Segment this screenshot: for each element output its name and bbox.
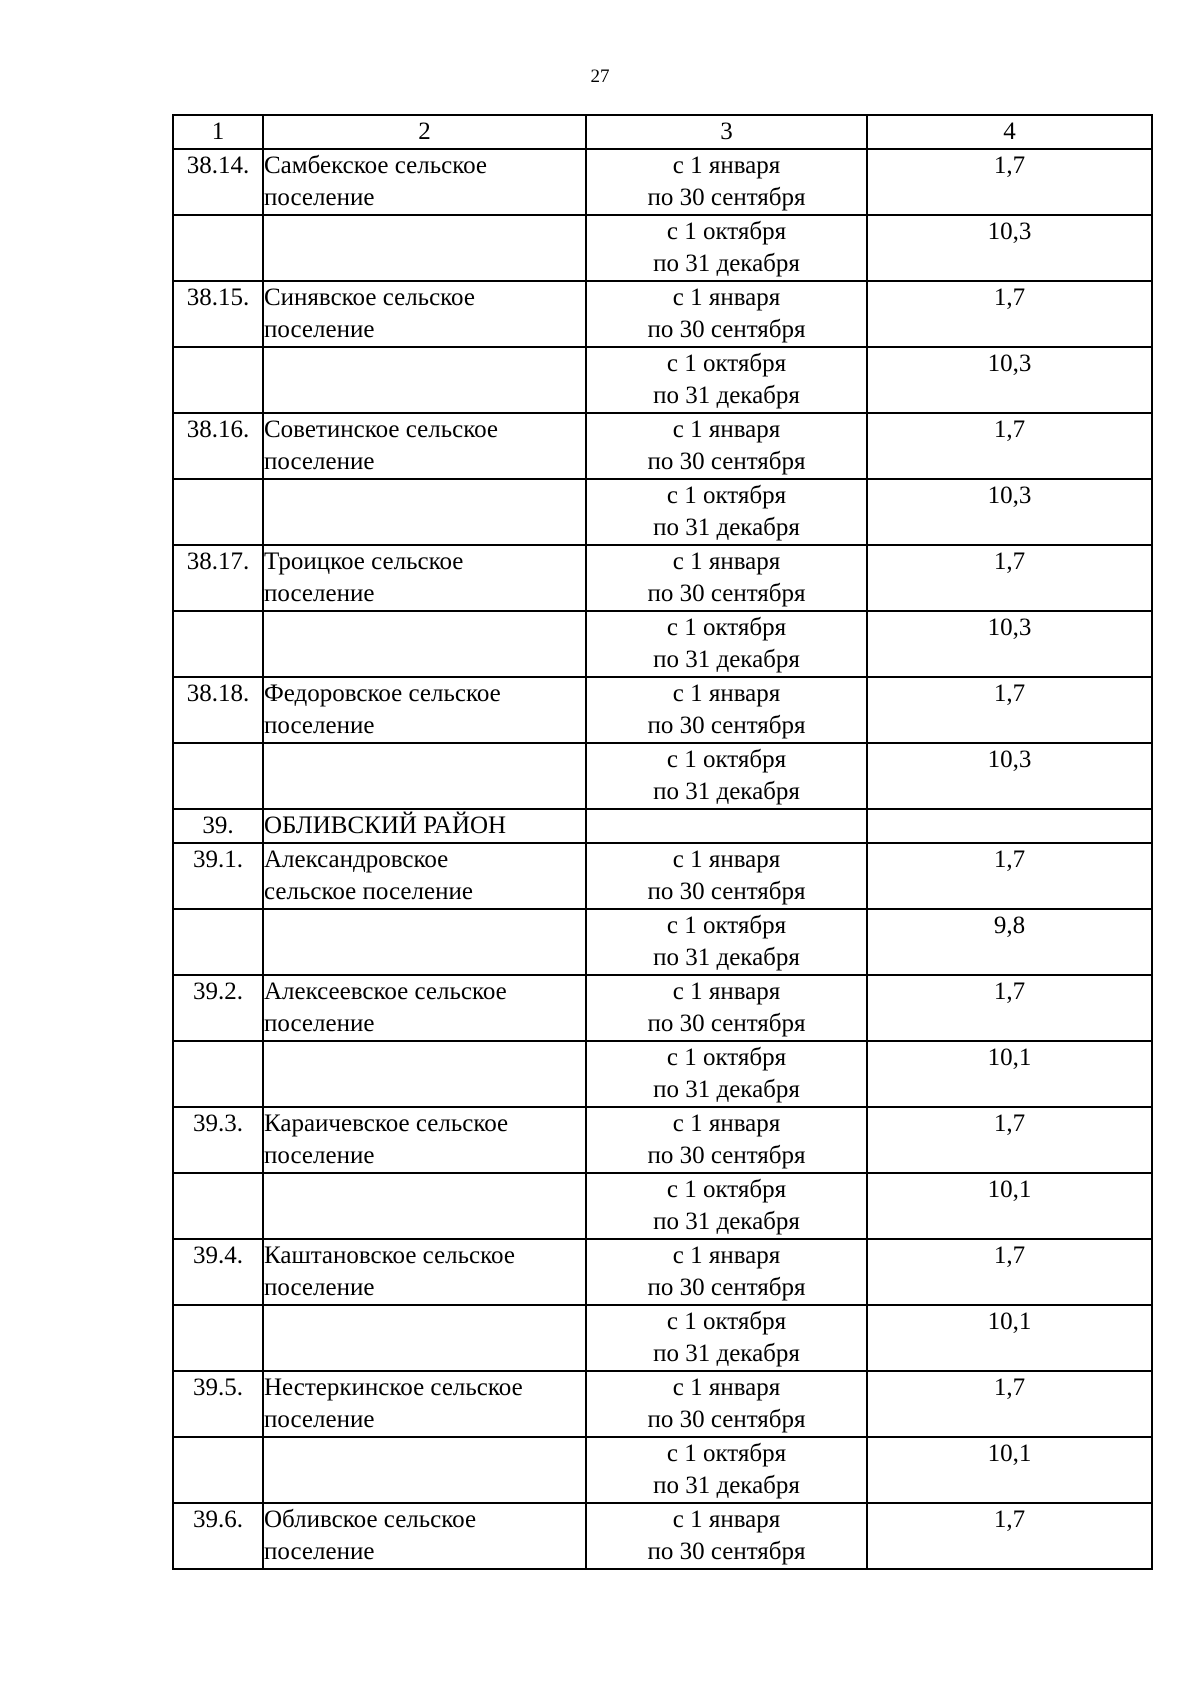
row-number — [173, 909, 263, 975]
period-cell — [586, 1437, 867, 1503]
period-start: с 1 января — [672, 1374, 781, 1401]
period-cell — [586, 347, 867, 413]
settlement-name — [263, 909, 586, 975]
row-number: 39.5. — [173, 1371, 263, 1437]
settlement-name-line-1: Каштановское сельское — [264, 1242, 515, 1269]
period-end: по 31 декабря — [653, 646, 800, 673]
rate-value: 1,7 — [867, 413, 1152, 479]
settlement-name-line-2: поселение — [264, 316, 375, 343]
period-end: по 30 сентября — [647, 1274, 806, 1301]
period-start: с 1 октября — [666, 1176, 787, 1203]
period-end: по 31 декабря — [653, 1076, 800, 1103]
period-end: по 30 сентября — [647, 184, 806, 211]
rate-value: 10,3 — [867, 743, 1152, 809]
period-end: по 31 декабря — [653, 250, 800, 277]
settlement-name-line-2: поселение — [264, 184, 375, 211]
row-number — [173, 347, 263, 413]
period-end: по 31 декабря — [653, 1340, 800, 1367]
period-start: с 1 января — [672, 416, 781, 443]
row-number: 39.3. — [173, 1107, 263, 1173]
period-cell — [586, 975, 867, 1041]
page-number: 27 — [590, 66, 610, 87]
period-cell — [586, 1503, 867, 1569]
row-number — [173, 1305, 263, 1371]
period-start: с 1 января — [672, 1110, 781, 1137]
settlement-name-line-1: Федоровское сельское — [264, 680, 501, 707]
row-number: 38.18. — [173, 677, 263, 743]
period-cell — [586, 1107, 867, 1173]
period-start: с 1 октября — [666, 912, 787, 939]
settlement-name-line-1: Троицкое сельское — [264, 548, 464, 575]
rate-value: 10,1 — [867, 1305, 1152, 1371]
period-start: с 1 октября — [666, 614, 787, 641]
table-row — [173, 843, 1152, 909]
settlement-name-line-2: поселение — [264, 712, 375, 739]
table-row — [173, 149, 1152, 215]
period-end: по 30 сентября — [647, 1010, 806, 1037]
period-cell — [586, 149, 867, 215]
table-row — [173, 1239, 1152, 1305]
row-number — [173, 479, 263, 545]
period-start: с 1 января — [672, 846, 781, 873]
row-number — [173, 1437, 263, 1503]
settlement-name-line-2: сельское поселение — [264, 878, 473, 905]
period-end: по 30 сентября — [647, 1538, 806, 1565]
table-row — [173, 1437, 1152, 1503]
column-header-3: 3 — [586, 115, 867, 149]
period-start: с 1 октября — [666, 482, 787, 509]
row-number: 38.14. — [173, 149, 263, 215]
settlement-name-line-1: Нестеркинское сельское — [264, 1374, 523, 1401]
settlement-name — [263, 1437, 586, 1503]
rate-value: 10,3 — [867, 479, 1152, 545]
settlement-name-line-2: поселение — [264, 1538, 375, 1565]
rate-value: 10,1 — [867, 1041, 1152, 1107]
settlement-name — [263, 347, 586, 413]
settlement-name-line-1: Обливское сельское — [264, 1506, 477, 1533]
settlement-name — [263, 545, 586, 611]
period-cell — [586, 1041, 867, 1107]
settlement-name-line-2: поселение — [264, 1406, 375, 1433]
table-row — [173, 1107, 1152, 1173]
table-row — [173, 281, 1152, 347]
row-number: 39.4. — [173, 1239, 263, 1305]
period-end: по 30 сентября — [647, 1142, 806, 1169]
settlement-name — [263, 1503, 586, 1569]
period-cell — [586, 1371, 867, 1437]
period-cell — [586, 1239, 867, 1305]
table-row — [173, 545, 1152, 611]
row-number: 38.15. — [173, 281, 263, 347]
settlement-name — [263, 149, 586, 215]
rates-table — [172, 114, 1153, 1570]
period-end: по 31 декабря — [653, 514, 800, 541]
row-number: 38.17. — [173, 545, 263, 611]
settlement-name — [263, 215, 586, 281]
period-end: по 31 декабря — [653, 382, 800, 409]
settlement-name-line-1: Александровское — [264, 846, 449, 873]
row-number — [173, 1173, 263, 1239]
settlement-name — [263, 281, 586, 347]
rate-value: 1,7 — [867, 1239, 1152, 1305]
rate-value: 1,7 — [867, 843, 1152, 909]
table-row — [173, 611, 1152, 677]
rate-value: 1,7 — [867, 1371, 1152, 1437]
period-end: по 31 декабря — [653, 944, 800, 971]
period-end: по 30 сентября — [647, 712, 806, 739]
settlement-name — [263, 1107, 586, 1173]
period-cell — [586, 909, 867, 975]
table-row — [173, 479, 1152, 545]
period-end: по 30 сентября — [647, 1406, 806, 1433]
row-number — [173, 743, 263, 809]
rate-value: 10,3 — [867, 611, 1152, 677]
settlement-name — [263, 413, 586, 479]
period-start: с 1 октября — [666, 1308, 787, 1335]
rate-value: 1,7 — [867, 677, 1152, 743]
settlement-name-line-1: Советинское сельское — [264, 416, 498, 443]
table-row — [173, 677, 1152, 743]
period-cell — [586, 743, 867, 809]
table-row — [173, 909, 1152, 975]
table-row — [173, 1173, 1152, 1239]
settlement-name-line-2: поселение — [264, 580, 375, 607]
row-number: 39. — [173, 809, 263, 843]
table-row — [173, 1503, 1152, 1569]
column-header-4: 4 — [867, 115, 1152, 149]
table-section-row — [173, 809, 1152, 843]
period-start: с 1 января — [672, 1242, 781, 1269]
period-end: по 31 декабря — [653, 1472, 800, 1499]
period-start: с 1 октября — [666, 1440, 787, 1467]
row-number: 39.1. — [173, 843, 263, 909]
table-row — [173, 347, 1152, 413]
settlement-name-line-1: Синявское сельское — [264, 284, 475, 311]
column-header-2: 2 — [263, 115, 586, 149]
period-cell — [586, 281, 867, 347]
period-start: с 1 января — [672, 680, 781, 707]
period-end: по 31 декабря — [653, 778, 800, 805]
period-start: с 1 января — [672, 548, 781, 575]
period-start: с 1 января — [672, 152, 781, 179]
period-start: с 1 января — [672, 1506, 781, 1533]
table-row — [173, 1305, 1152, 1371]
period-start: с 1 октября — [666, 218, 787, 245]
rate-value: 1,7 — [867, 1503, 1152, 1569]
row-number: 38.16. — [173, 413, 263, 479]
settlement-name — [263, 1041, 586, 1107]
table-header-row — [173, 115, 1152, 149]
settlement-name-line-1: Алексеевское сельское — [264, 978, 507, 1005]
settlement-name-line-1: Караичевское сельское — [264, 1110, 509, 1137]
rate-value: 10,1 — [867, 1173, 1152, 1239]
period-cell — [586, 413, 867, 479]
row-number — [173, 215, 263, 281]
period-cell — [586, 677, 867, 743]
period-start: с 1 октября — [666, 1044, 787, 1071]
period-end: по 31 декабря — [653, 1208, 800, 1235]
period-cell — [586, 1305, 867, 1371]
period-cell — [586, 809, 867, 843]
district-name: ОБЛИВСКИЙ РАЙОН — [263, 809, 586, 843]
table-row — [173, 1041, 1152, 1107]
rate-value: 1,7 — [867, 149, 1152, 215]
rate-value: 10,1 — [867, 1437, 1152, 1503]
column-header-1: 1 — [173, 115, 263, 149]
value-cell — [867, 809, 1152, 843]
period-end: по 30 сентября — [647, 878, 806, 905]
settlement-name — [263, 1371, 586, 1437]
period-cell — [586, 545, 867, 611]
table-row — [173, 975, 1152, 1041]
rate-value: 10,3 — [867, 215, 1152, 281]
settlement-name-line-2: поселение — [264, 1142, 375, 1169]
rate-value: 1,7 — [867, 1107, 1152, 1173]
rate-value: 1,7 — [867, 975, 1152, 1041]
period-end: по 30 сентября — [647, 580, 806, 607]
period-cell — [586, 1173, 867, 1239]
period-cell — [586, 215, 867, 281]
period-start: с 1 января — [672, 284, 781, 311]
period-start: с 1 января — [672, 978, 781, 1005]
table-row — [173, 1371, 1152, 1437]
period-cell — [586, 479, 867, 545]
settlement-name — [263, 743, 586, 809]
settlement-name-line-1: Самбекское сельское — [264, 152, 487, 179]
table-row — [173, 743, 1152, 809]
period-start: с 1 октября — [666, 350, 787, 377]
settlement-name — [263, 975, 586, 1041]
table-body — [173, 149, 1152, 1569]
settlement-name — [263, 1305, 586, 1371]
row-number: 39.2. — [173, 975, 263, 1041]
settlement-name-line-2: поселение — [264, 1274, 375, 1301]
row-number — [173, 611, 263, 677]
settlement-name — [263, 479, 586, 545]
period-start: с 1 октября — [666, 746, 787, 773]
settlement-name — [263, 611, 586, 677]
table-row — [173, 413, 1152, 479]
period-cell — [586, 611, 867, 677]
row-number — [173, 1041, 263, 1107]
rate-value: 1,7 — [867, 545, 1152, 611]
settlement-name — [263, 1239, 586, 1305]
settlement-name — [263, 1173, 586, 1239]
rate-value: 10,3 — [867, 347, 1152, 413]
settlement-name-line-2: поселение — [264, 1010, 375, 1037]
settlement-name — [263, 843, 586, 909]
period-end: по 30 сентября — [647, 448, 806, 475]
rate-value: 1,7 — [867, 281, 1152, 347]
rate-value: 9,8 — [867, 909, 1152, 975]
settlement-name-line-2: поселение — [264, 448, 375, 475]
row-number: 39.6. — [173, 1503, 263, 1569]
settlement-name — [263, 677, 586, 743]
period-cell — [586, 843, 867, 909]
table-row — [173, 215, 1152, 281]
period-end: по 30 сентября — [647, 316, 806, 343]
